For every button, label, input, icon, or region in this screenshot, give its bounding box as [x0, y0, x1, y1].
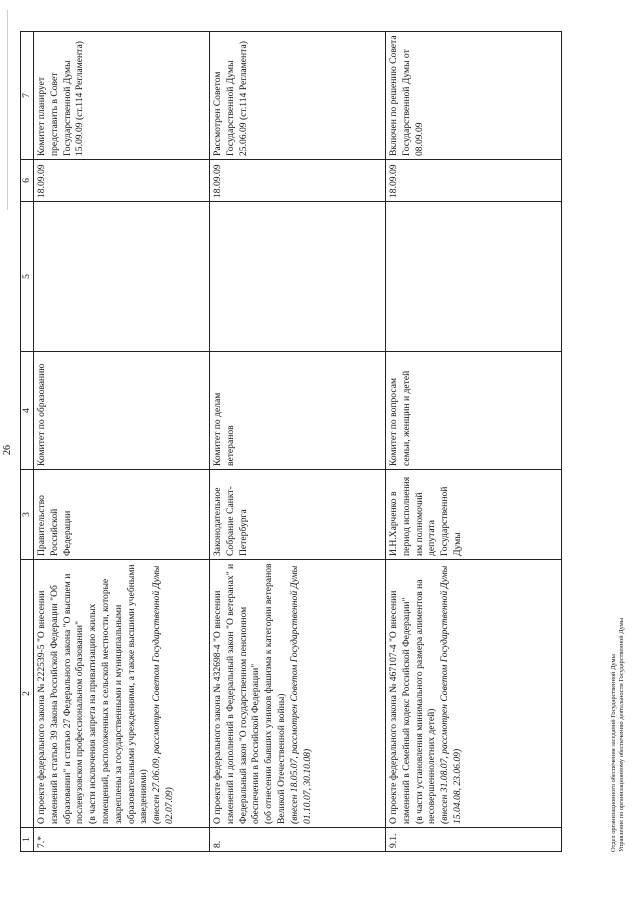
table-row [386, 32, 562, 852]
review-date: 18.09.09 [210, 160, 386, 202]
col-header-1: 1 [21, 828, 34, 852]
bills-table [20, 31, 562, 852]
responsible-committee: Комитет по образованию [34, 352, 210, 470]
table-row [34, 32, 210, 852]
col-header-2: 2 [21, 560, 34, 828]
bill-author: И.Н.Харченко в период исполнения им полномочий депутата Государственной Думы [386, 470, 562, 560]
bill-status: Комитет планирует представить в Совет Государственной Думы 15.09.09 (ст.114 Регламента) [34, 32, 210, 160]
bill-author: Правительство Российской Федерации [34, 470, 210, 560]
footer-line: Отдел организационного обеспечения заседаний Государственной Думы [610, 654, 617, 852]
col-header-6: 6 [21, 160, 34, 202]
page-footer [610, 618, 626, 852]
bill-history: (внесен 18.05.07, рассмотрен Советом Государственной Думы 01.10.07, 30.10.08) [288, 565, 313, 824]
review-date: 18.09.09 [34, 160, 210, 202]
bill-history: (внесен 31.08.07, рассмотрен Советом Государственной Думы 15.04.08, 23.06.09) [439, 565, 463, 824]
row-number: 8. [210, 828, 386, 852]
page-number: 26 [2, 445, 13, 455]
header-row [21, 32, 34, 852]
col-header-4: 4 [21, 352, 34, 470]
bill-title: О проекте федерального закона № 222539-5 "О внесении изменений в статью 39 Закона Российской Федерации "Об образовании" и статью 27 Федерального закона "О высшем и послевузовском профессиональном образовании" [36, 573, 86, 824]
row-number: 9.1. [386, 828, 562, 852]
responsible-committee: Комитет по вопросам семьи, женщин и детей [386, 352, 562, 470]
table-row [210, 32, 386, 852]
review-date: 18.09.09 [386, 160, 562, 202]
row-number: 7.* [34, 828, 210, 852]
bill-status: Рассмотрен Советом Государственной Думы 25.06.09 (ст.114 Регламента) [210, 32, 386, 160]
bill-note: (в части исключения запрета на приватизацию жилых помещений, расположенных в сельской местности, которые закреплены за государственными и муниципальными образовательными учреждениями, а также высшими учебными заведениями) [87, 564, 150, 824]
bill-title: О проекте федерального закона № 432698-4 "О внесении изменений и дополнений в Федеральный закон "О ветеранах" и Федеральный закон "О государственном пенсионном обеспечении в Российской Федерации" [212, 563, 262, 824]
bill-title: О проекте федерального закона № 467107-4 "О внесении изменений в Семейный кодекс Российской Федерации" [388, 590, 412, 824]
bill-author: Законодательное Собрание Санкт-Петербурга [210, 470, 386, 560]
bill-description [34, 560, 210, 828]
col-header-7: 7 [21, 32, 34, 160]
bill-note: (в части установления минимального размера алиментов на несовершеннолетних детей) [413, 579, 438, 824]
bill-description [386, 560, 562, 828]
bill-note: (об отнесении бывших узников фашизма к категории ветеранов Великой Отечественной войны) [263, 563, 287, 824]
bill-status: Включен по решению Совета Государственной Думы от 08.09.09 [386, 32, 562, 160]
column-5-cell [386, 202, 562, 352]
bill-history: (внесен 27.06.09, рассмотрен Советом Государственной Думы 02.07.09) [151, 565, 175, 824]
footer-line: Управление по организационному обеспечению деятельности Государственной Думы [618, 617, 625, 852]
bill-description [210, 560, 386, 828]
column-5-cell [34, 202, 210, 352]
col-header-3: 3 [21, 470, 34, 560]
responsible-committee: Комитет по делам ветеранов [210, 352, 386, 470]
column-5-cell [210, 202, 386, 352]
col-header-5: 5 [21, 202, 34, 352]
